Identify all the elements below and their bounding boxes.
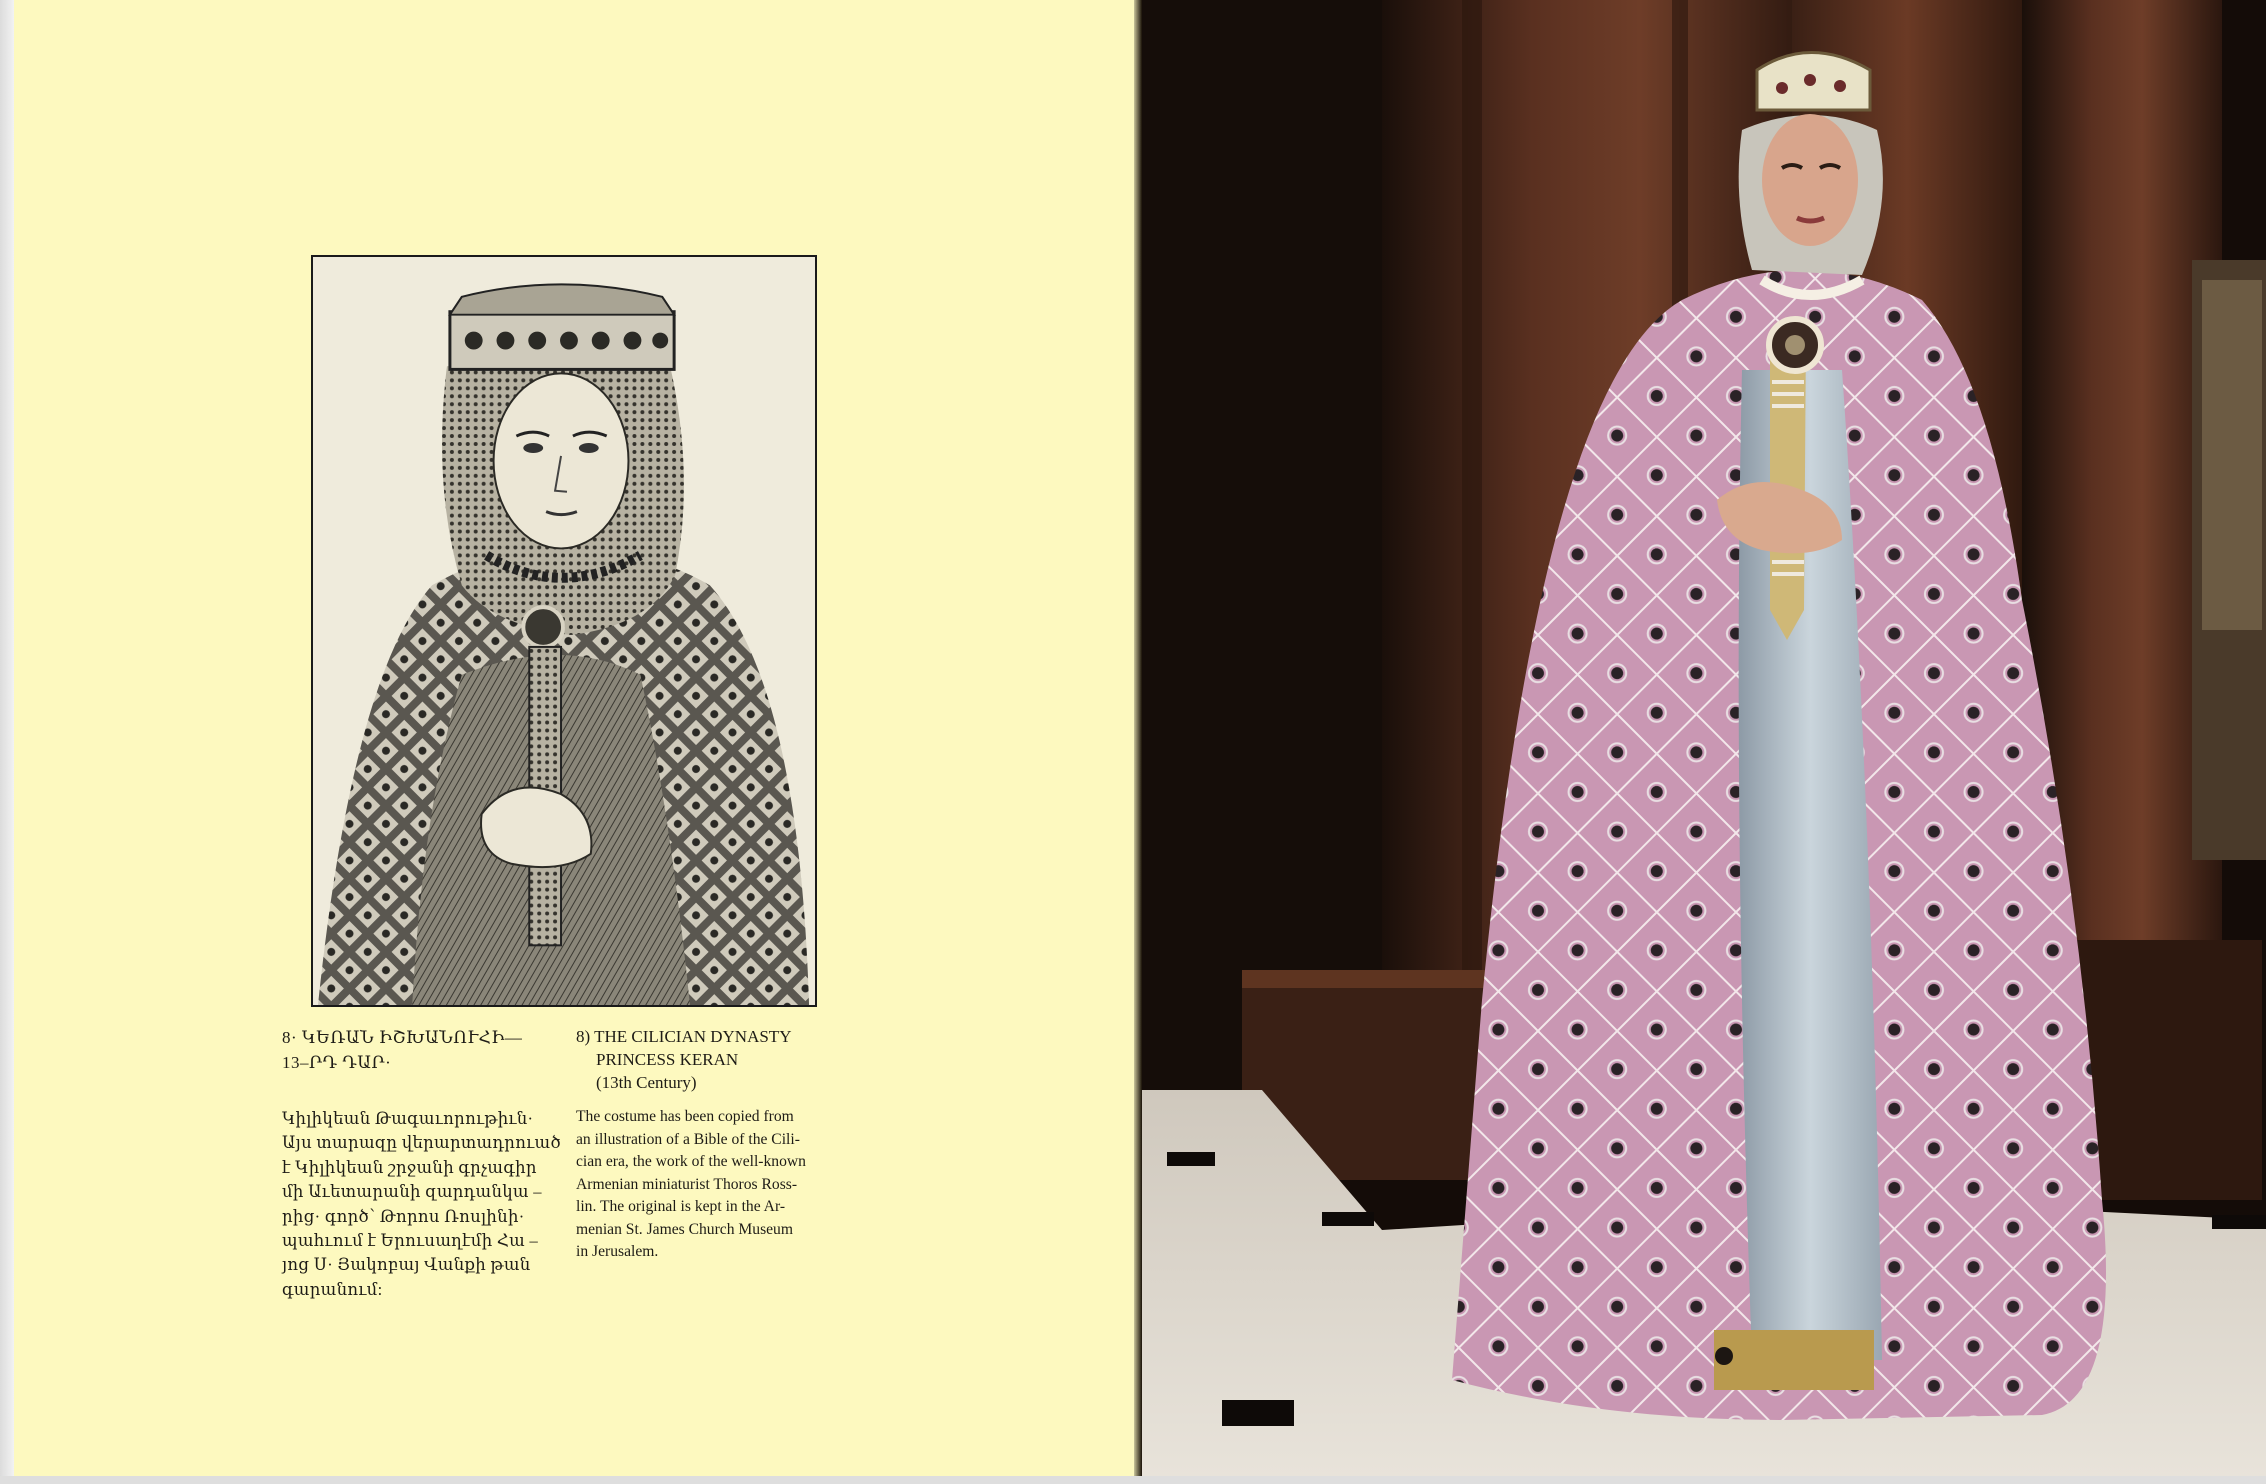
armenian-title-line: 8· ԿԵՌԱՆ ԻՇԽԱՆՈՒՀԻ— bbox=[282, 1028, 523, 1047]
english-body-line: an illustration of a Bible of the Cili- bbox=[576, 1130, 800, 1148]
armenian-title-line: 13–ՐԴ ԴԱՐ· bbox=[282, 1053, 392, 1072]
book-gutter bbox=[1134, 0, 1142, 1484]
armenian-body-line: է Կիլիկեան շրջանի գրչագիր bbox=[282, 1157, 537, 1177]
bottom-strip bbox=[0, 1476, 2266, 1484]
armenian-body-line: րից· գործ՝ Թորոս Ռոսլինի· bbox=[282, 1206, 525, 1226]
english-body-line: Armenian miniaturist Thoros Ross- bbox=[576, 1175, 798, 1193]
english-body-line: cian era, the work of the well-known bbox=[576, 1153, 806, 1170]
princess-illustration bbox=[311, 255, 817, 1007]
costume-photo bbox=[1142, 0, 2266, 1476]
english-body-line: in Jerusalem. bbox=[576, 1243, 659, 1260]
armenian-body-line: Կիլիկեան Թագաւորութիւն· bbox=[282, 1109, 534, 1128]
page-edge bbox=[0, 0, 14, 1484]
armenian-body-line: պահւում է Երուսաղէմի Հա – bbox=[282, 1231, 539, 1251]
english-title-line: 8) THE CILICIAN DYNASTY bbox=[576, 1027, 792, 1046]
english-title-line: (13th Century) bbox=[596, 1073, 697, 1092]
english-body-line: menian St. James Church Museum bbox=[576, 1220, 793, 1238]
english-body-line: The costume has been copied from bbox=[576, 1108, 794, 1125]
armenian-body-line: գարանում: bbox=[282, 1279, 383, 1299]
armenian-body-line: մի Աւետարանի զարդանկա – bbox=[282, 1182, 542, 1202]
english-caption-title bbox=[576, 1025, 856, 1094]
armenian-caption-body bbox=[282, 1107, 561, 1302]
english-title-line: PRINCESS KERAN bbox=[596, 1050, 739, 1069]
armenian-caption-title bbox=[282, 1025, 542, 1075]
english-body-line: lin. The original is kept in the Ar- bbox=[576, 1198, 786, 1215]
armenian-body-line: Այս տարազը վերարտադրուած bbox=[282, 1133, 561, 1153]
armenian-body-line: յոց Ս· Յակոբայ Վանքի թան bbox=[282, 1255, 531, 1275]
english-caption-body bbox=[576, 1106, 846, 1264]
